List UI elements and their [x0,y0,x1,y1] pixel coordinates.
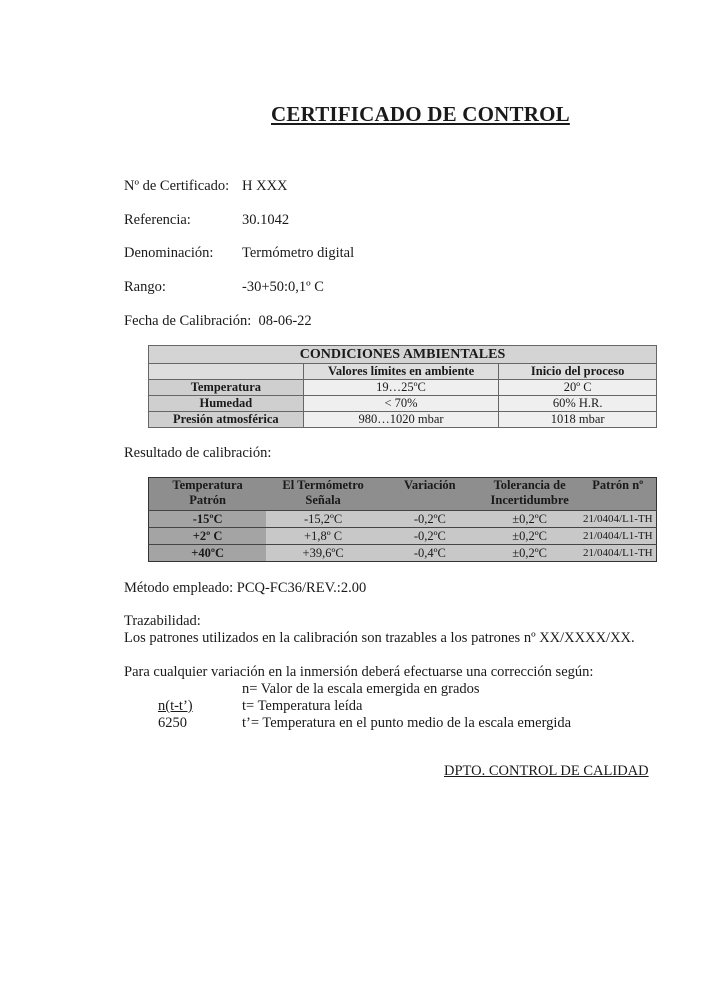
traceability-title: Trazabilidad: [124,613,201,629]
field-certificado [124,178,288,195]
field-value: 30.1042 [242,212,290,228]
result-tolerance: ±0,2ºC [480,528,580,545]
row-start: 1018 mbar [499,412,657,428]
result-patron: 21/0404/L1-TH [580,545,657,562]
traceability-text: Los patrones utilizados en la calibración son trazables a los patrones nº XX/XXXX/XX. [124,630,635,646]
row-start: 20º C [499,380,657,396]
results-header-variation: Variación [380,478,480,511]
field-value: H XXX [242,178,288,194]
row-label: Temperatura [149,380,304,396]
table-row [149,396,657,412]
field-rango [124,279,324,296]
field-label: Nº de Certificado: [124,178,230,194]
definition-t-prime: t’= Temperatura en el punto medio de la escala emergida [242,715,572,731]
row-label: Humedad [149,396,304,412]
results-header-tolerance: Tolerancia de Incertidumbre [480,478,580,511]
field-fecha [124,313,312,330]
ambient-header-start: Inicio del proceso [499,364,657,380]
results-header-temperature: Temperatura Patrón [149,478,267,511]
row-limit: < 70% [303,396,499,412]
definition-t: t= Temperatura leída [242,698,363,714]
field-label: Referencia: [124,212,191,228]
field-denominacion [124,245,354,262]
row-limit: 19…25ºC [303,380,499,396]
results-header-reading: El Termómetro Señala [266,478,380,511]
field-value: Termómetro digital [242,245,355,261]
table-row [149,545,657,562]
ambient-header-limits: Valores límites en ambiente [303,364,499,380]
result-temp: -15ºC [149,511,267,528]
department-signature: DPTO. CONTROL DE CALIDAD [444,763,649,779]
row-start: 60% H.R. [499,396,657,412]
page-title: CERTIFICADO DE CONTROL [271,102,570,126]
row-label: Presión atmosférica [149,412,304,428]
row-limit: 980…1020 mbar [303,412,499,428]
result-variation: -0,2ºC [380,511,480,528]
field-label: Fecha de Calibración: [124,313,252,329]
formula-denominator: 6250 [158,715,187,731]
result-temp: +2º C [149,528,267,545]
ambient-conditions-table [148,345,657,428]
ambient-header-empty [149,364,304,380]
table-row [149,412,657,428]
field-value: -30+50:0,1º C [242,279,324,295]
table-row [149,528,657,545]
ambient-table-caption: CONDICIONES AMBIENTALES [149,346,657,364]
result-temp: +40ºC [149,545,267,562]
result-patron: 21/0404/L1-TH [580,528,657,545]
table-row [149,380,657,396]
result-variation: -0,2ºC [380,528,480,545]
field-value: 08-06-22 [258,313,312,329]
field-referencia [124,212,289,229]
table-row [149,511,657,528]
result-reading: -15,2ºC [266,511,380,528]
field-label: Denominación: [124,245,214,261]
calibration-results-table [148,477,657,562]
result-label: Resultado de calibración: [124,445,272,461]
result-tolerance: ±0,2ºC [480,511,580,528]
method-text: Método empleado: PCQ-FC36/REV.:2.00 [124,580,367,596]
field-label: Rango: [124,279,166,295]
result-variation: -0,4ºC [380,545,480,562]
result-patron: 21/0404/L1-TH [580,511,657,528]
results-header-patron: Patrón nº [580,478,657,511]
correction-intro: Para cualquier variación en la inmersión deberá efectuarse una corrección según: [124,664,594,680]
definition-n: n= Valor de la escala emergida en grados [242,681,480,697]
result-reading: +1,8º C [266,528,380,545]
formula-numerator: n(t-t’) [158,698,193,714]
result-tolerance: ±0,2ºC [480,545,580,562]
result-reading: +39,6ºC [266,545,380,562]
